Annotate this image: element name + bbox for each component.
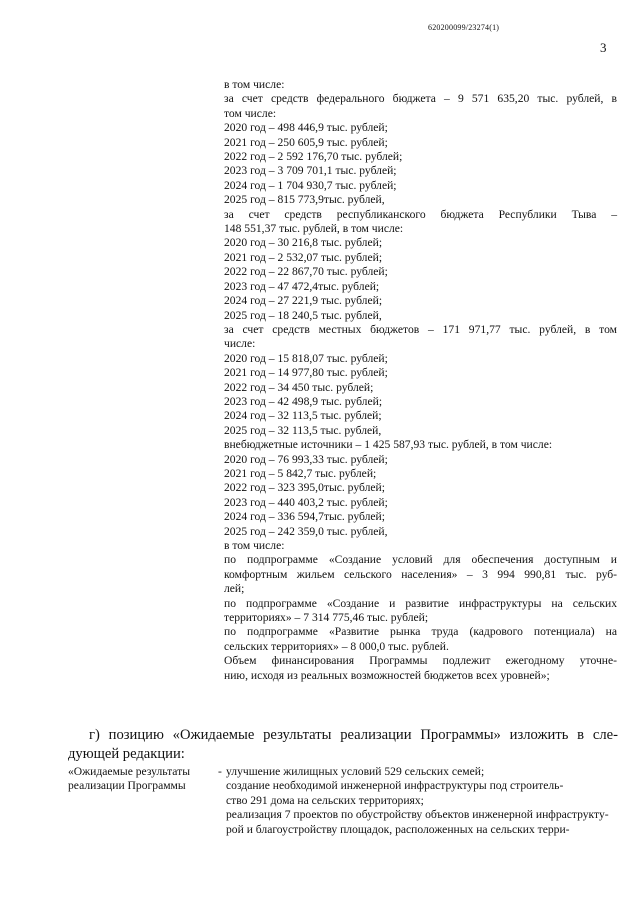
text-line: по подпрограмме «Развитие рынка труда (кадрового потенциала) на: [224, 625, 617, 639]
text-line: 2020 год – 498 446,9 тыс. рублей;: [224, 121, 388, 135]
text-line: 2022 год – 2 592 176,70 тыс. рублей;: [224, 150, 403, 164]
section-g-line: г) позицию «Ожидаемые результаты реализации Программы» изложить в сле-: [89, 727, 618, 743]
text-line: 2021 год – 5 842,7 тыс. рублей;: [224, 466, 377, 480]
text-line: 2024 год – 27 221,9 тыс. рублей;: [224, 294, 383, 308]
text-line: 2021 год – 2 532,07 тыс. рублей;: [224, 250, 383, 264]
results-label-line: реализации Программы: [68, 779, 186, 793]
text-line: 2024 год – 32 113,5 тыс. рублей;: [224, 409, 382, 423]
text-line: по подпрограмме «Создание условий для обеспечения доступным и: [224, 553, 617, 567]
results-dash: -: [218, 765, 222, 778]
text-line: 2021 год – 250 605,9 тыс. рублей;: [224, 135, 388, 149]
text-line: за счет средств федерального бюджета – 9 571 635,20 тыс. рублей, в: [224, 92, 617, 106]
text-line: 2025 год – 32 113,5 тыс. рублей,: [224, 423, 382, 437]
results-label: [68, 765, 218, 794]
results-value-line: улучшение жилищных условий 529 сельских семей;: [226, 765, 485, 778]
text-line: в том числе:: [224, 78, 285, 91]
section-g-line: дующей редакции:: [68, 746, 185, 762]
text-line: за счет средств республиканского бюджета Республики Тыва –: [224, 207, 617, 221]
text-line: 2023 год – 440 403,2 тыс. рублей;: [224, 495, 388, 509]
text-line: 2022 год – 22 867,70 тыс. рублей;: [224, 265, 388, 279]
text-line: Объем финансирования Программы подлежит ежегодному уточне-: [224, 654, 617, 668]
text-line: 2022 год – 34 450 тыс. рублей;: [224, 380, 374, 394]
text-line: внебюджетные источники – 1 425 587,93 тыс. рублей, в том числе:: [224, 438, 553, 452]
text-line: том числе:: [224, 106, 277, 120]
text-line: 2020 год – 30 216,8 тыс. рублей;: [224, 236, 383, 250]
text-line: 148 551,37 тыс. рублей, в том числе:: [224, 222, 404, 236]
text-line: комфортным жильем сельского населения» – 3 994 990,81 тыс. руб-: [224, 567, 617, 581]
results-value-line: реализация 7 проектов по обустройству объектов инженерной инфраструкту-: [226, 808, 609, 822]
results-values: [226, 765, 628, 837]
results-value-line: создание необходимой инженерной инфраструктуры под строитель-: [226, 779, 564, 793]
results-label-line: «Ожидаемые результаты: [68, 765, 190, 778]
text-line: 2025 год – 242 359,0 тыс. рублей,: [224, 524, 388, 538]
text-line: 2025 год – 18 240,5 тыс. рублей,: [224, 308, 382, 322]
text-line: 2022 год – 323 395,0тыс. рублей;: [224, 481, 385, 495]
section-g-paragraph: [68, 726, 618, 764]
text-line: территориях» – 7 314 775,46 тыс. рублей;: [224, 611, 429, 625]
text-line: 2021 год – 14 977,80 тыс. рублей;: [224, 366, 388, 380]
document-stamp: 620200099/23274(1): [428, 23, 500, 32]
text-line: 2020 год – 15 818,07 тыс. рублей;: [224, 351, 388, 365]
text-line: 2025 год – 815 773,9тыс. рублей,: [224, 193, 385, 207]
page-number: 3: [600, 40, 607, 55]
text-line: сельских территориях» – 8 000,0 тыс. рублей.: [224, 639, 449, 653]
text-line: 2023 год – 42 498,9 тыс. рублей;: [224, 394, 383, 408]
text-line: в том числе:: [224, 539, 285, 552]
text-line: 2023 год – 47 472,4тыс. рублей;: [224, 279, 380, 293]
text-line: за счет средств местных бюджетов – 171 971,77 тыс. рублей, в том: [224, 322, 617, 336]
text-line: по подпрограмме «Создание и развитие инфраструктуры на сельских: [224, 596, 617, 610]
results-value-line: ство 291 дома на сельских территориях;: [226, 793, 424, 807]
text-line: 2023 год – 3 709 701,1 тыс. рублей;: [224, 164, 397, 178]
text-line: числе:: [224, 337, 256, 351]
text-line: 2024 год – 1 704 930,7 тыс. рублей;: [224, 178, 397, 192]
text-line: лей;: [224, 582, 245, 596]
text-line: нию, исходя из реальных возможностей бюджетов всех уровней»;: [224, 668, 550, 682]
results-value-line: рой и благоустройству площадок, расположенных на сельских терри-: [226, 822, 570, 836]
funding-text-block: [224, 78, 617, 683]
text-line: 2024 год – 336 594,7тыс. рублей;: [224, 510, 385, 524]
text-line: 2020 год – 76 993,33 тыс. рублей;: [224, 452, 388, 466]
